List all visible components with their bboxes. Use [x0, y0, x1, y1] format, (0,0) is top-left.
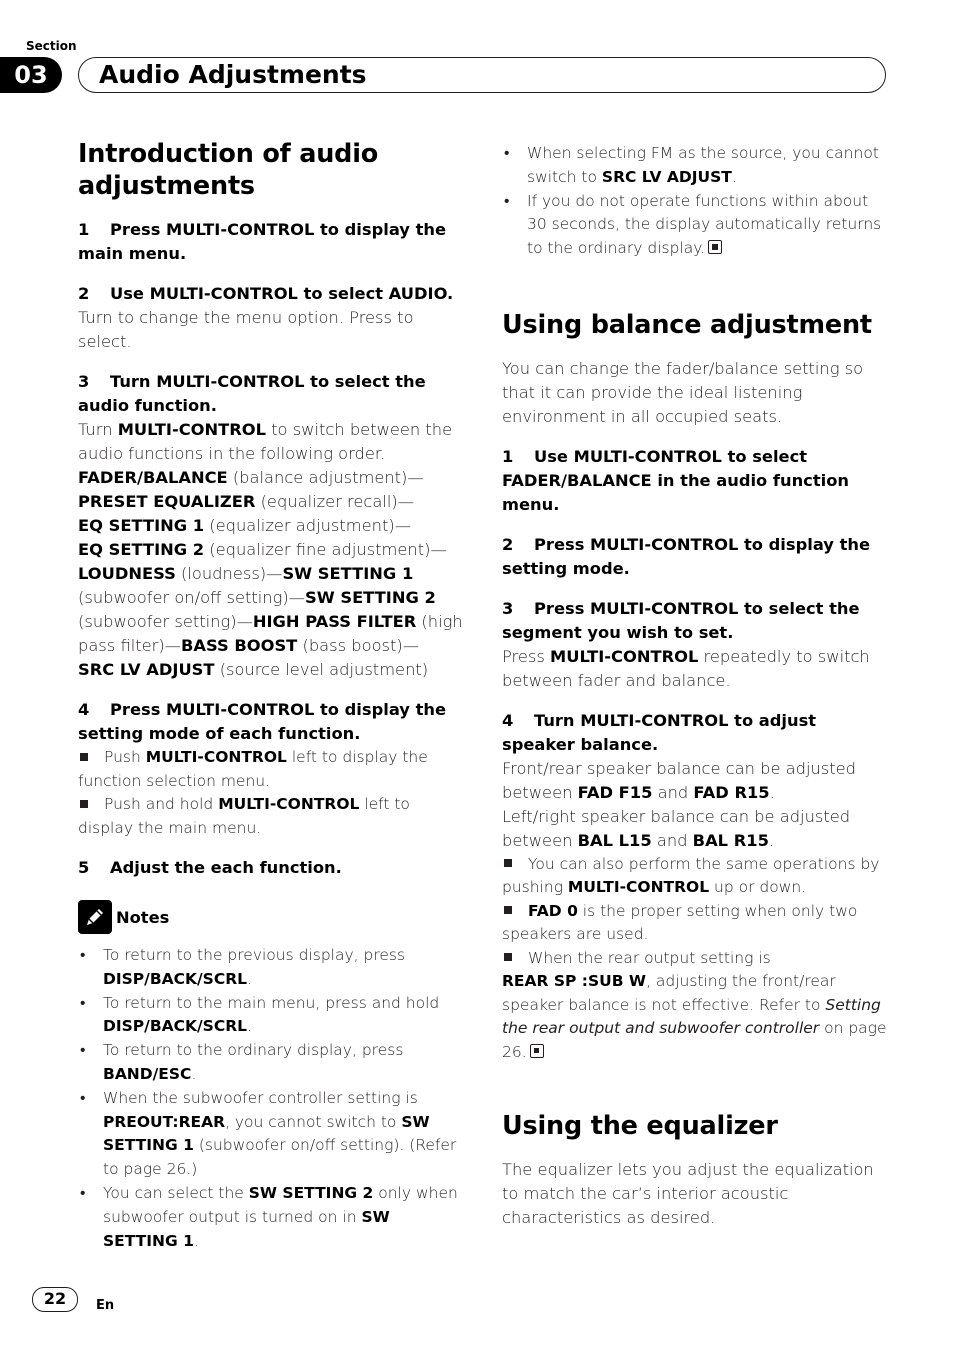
balance-step-4: 4 Turn MULTI-CONTROL to adjust speaker balance.: [502, 710, 817, 754]
notes-label: Notes: [116, 907, 170, 927]
balance-step-4-item: You can also perform the same operations by pushing MULTI-CONTROL up or down.: [502, 854, 880, 897]
note-item: • You can select the SW SETTING 2 only when subwoofer output is turned on in SW SETTING 1.: [78, 1182, 463, 1253]
intro-step-3-body: Turn MULTI-CONTROL to switch between the audio functions in the following order. FADER/BALANCE (balance adjustment)— PRESET EQUALIZER (equalizer recall)— EQ SETTING 1 (equalizer adjustment)— EQ SETTING 2 (equalizer fine adjustment)— LOUDNESS (loudness)—SW SETTING 1 (subwoofer on/off setting)—SW SETTING 2 (subwoofer setting)—HIGH PASS FILTER (high pass filter)—BASS BOOST (bass boost)— SRC LV ADJUST (source level adjustment): [78, 420, 463, 679]
note-item: • When the subwoofer controller setting is PREOUT:REAR, you cannot switch to SW SETTING 1 (subwoofer on/off setting). (Refer to page 26.): [78, 1087, 463, 1182]
section-number-badge: 03: [0, 57, 62, 93]
note-item: • If you do not operate functions within about 30 seconds, the display automatically returns to the ordinary display.: [502, 190, 892, 261]
intro-step-2-body: Turn to change the menu option. Press to select.: [78, 308, 414, 351]
pencil-note-icon: [78, 900, 112, 934]
note-item: • To return to the ordinary display, press BAND/ESC.: [78, 1039, 463, 1087]
notes-header: [78, 900, 463, 934]
balance-step-3: 3 Press MULTI-CONTROL to select the segment you wish to set.: [502, 598, 860, 642]
balance-step-4-body: Left/right speaker balance can be adjusted between BAL L15 and BAL R15.: [502, 806, 851, 850]
top-notes-list: [502, 142, 892, 261]
end-of-section-icon: [530, 1044, 544, 1058]
right-column: [502, 142, 892, 1230]
section-title: Audio Adjustments: [99, 60, 367, 89]
note-item: • When selecting FM as the source, you cannot switch to SRC LV ADJUST.: [502, 142, 892, 190]
intro-step-2: 2 Use MULTI-CONTROL to select AUDIO.: [78, 284, 454, 303]
balance-rear-note: When the rear output setting is REAR SP :SUB W, adjusting the front/rear speaker balance is not effective. Refer to Setting the rear output and subwoofer controller on page 26.: [502, 948, 887, 1061]
intro-step-4-item: Push MULTI-CONTROL left to display the function selection menu.: [78, 748, 428, 790]
balance-step-2: 2 Press MULTI-CONTROL to display the setting mode.: [502, 534, 870, 578]
balance-step-3-body: Press MULTI-CONTROL repeatedly to switch between fader and balance.: [502, 646, 870, 690]
equalizer-intro: The equalizer lets you adjust the equalization to match the car’s interior acoustic characteristics as desired.: [502, 1160, 874, 1228]
equalizer-title: Using the equalizer: [502, 1111, 778, 1142]
intro-step-5: 5 Adjust the each function.: [78, 858, 342, 877]
page-number: 22: [32, 1287, 78, 1312]
section-label: Section: [26, 39, 77, 53]
balance-step-4-body: Front/rear speaker balance can be adjusted between FAD F15 and FAD R15.: [502, 758, 857, 802]
language-code: En: [96, 1298, 115, 1313]
notes-list: [78, 944, 463, 1253]
note-item: • To return to the main menu, press and hold DISP/BACK/SCRL.: [78, 992, 463, 1040]
balance-step-4-item: FAD 0 is the proper setting when only two speakers are used.: [502, 901, 858, 944]
balance-intro: You can change the fader/balance setting so that it can provide the ideal listening environment in all occupied seats.: [502, 358, 864, 426]
intro-step-4: 4 Press MULTI-CONTROL to display the setting mode of each function.: [78, 700, 446, 743]
section-title-bar: [78, 57, 886, 93]
left-column: [78, 138, 463, 1253]
note-item: • To return to the previous display, press DISP/BACK/SCRL.: [78, 944, 463, 992]
end-of-section-icon: [708, 240, 722, 254]
intro-title: Introduction of audio adjustments: [78, 139, 379, 201]
intro-step-3: 3 Turn MULTI-CONTROL to select the audio function.: [78, 372, 426, 415]
balance-title: Using balance adjustment: [502, 309, 872, 340]
intro-step-4-item: Push and hold MULTI-CONTROL left to display the main menu.: [78, 795, 410, 837]
intro-step-1: 1 Press MULTI-CONTROL to display the main menu.: [78, 220, 446, 263]
balance-step-1: 1 Use MULTI-CONTROL to select FADER/BALANCE in the audio function menu.: [502, 446, 849, 514]
